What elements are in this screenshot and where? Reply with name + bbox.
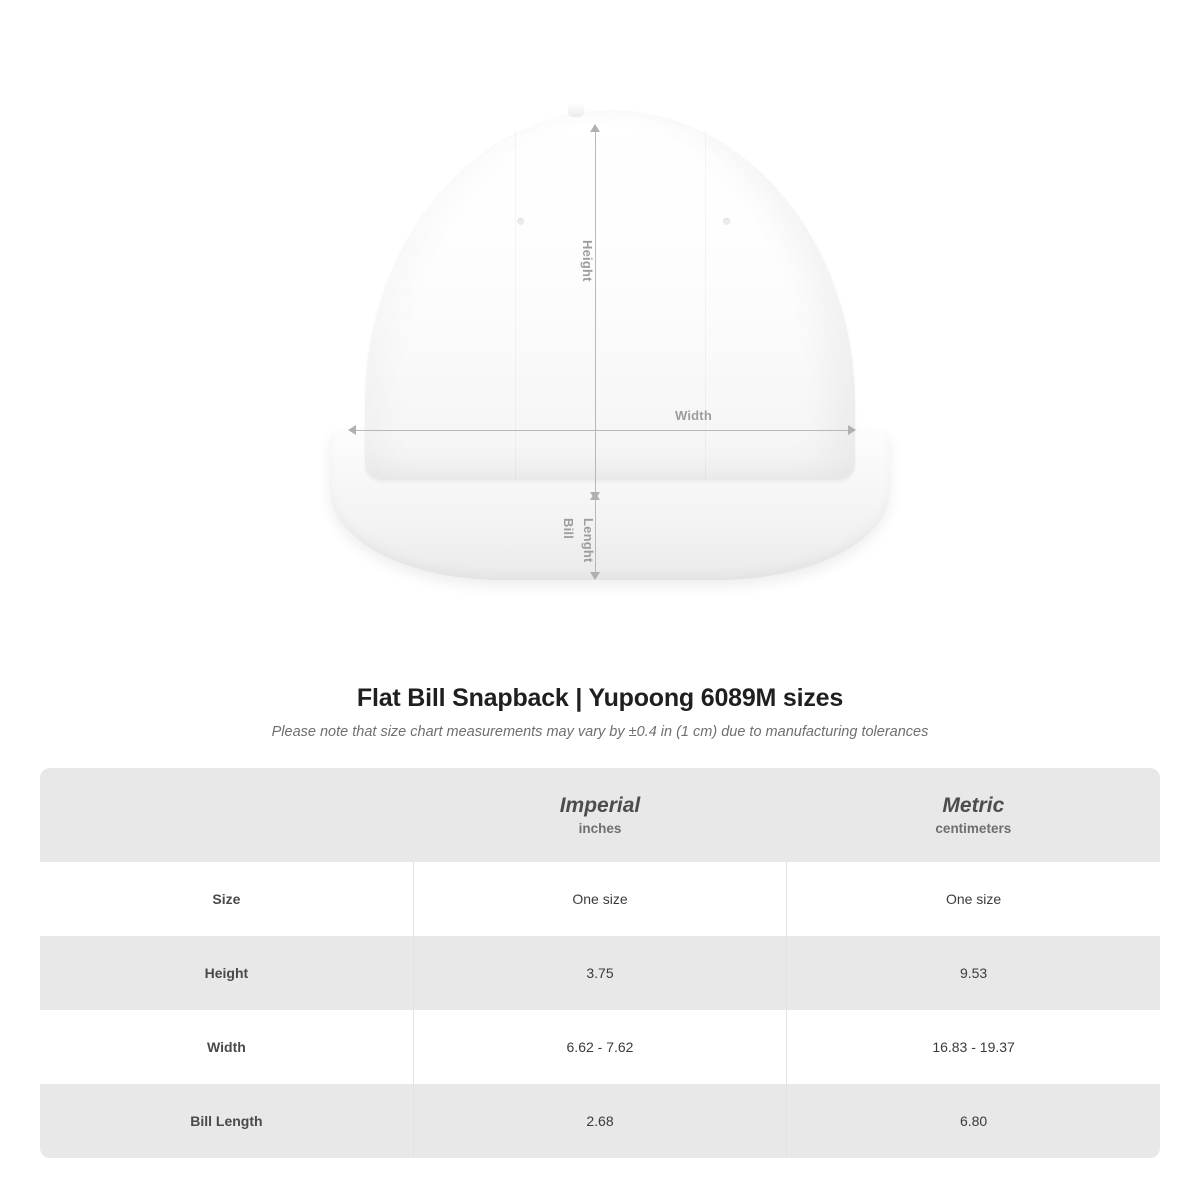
cell-bill-length-metric: 6.80 [787, 1084, 1160, 1158]
table-row [40, 1010, 1160, 1084]
title-block [0, 684, 1200, 740]
width-dimension-line [355, 430, 855, 431]
cell-width-imperial: 6.62 - 7.62 [413, 1010, 786, 1084]
unit-name-metric: Metric [942, 793, 1005, 817]
cell-height-metric: 9.53 [787, 936, 1160, 1010]
row-label-bill-length: Bill Length [40, 1084, 413, 1158]
height-arrow-up-icon [590, 124, 600, 132]
width-arrow-right-icon [848, 425, 856, 435]
table-row [40, 936, 1160, 1010]
cell-bill-length-imperial: 2.68 [413, 1084, 786, 1158]
crown-button-icon [568, 102, 584, 116]
row-label-width: Width [40, 1010, 413, 1084]
unit-header-row [40, 768, 1160, 862]
unit-header-imperial [413, 768, 786, 862]
crown-seam-right [705, 130, 706, 480]
bill-length-label-line1: Bill [561, 518, 576, 540]
size-table [40, 768, 1160, 1158]
height-label: Height [580, 240, 595, 282]
height-dimension-line [595, 130, 596, 500]
measurement-note: Please note that size chart measurements may vary by ±0.4 in (1 cm) due to manufacturing tolerances [271, 724, 929, 740]
row-label-height: Height [40, 936, 413, 1010]
bill-length-label-line2: Lenght [581, 518, 596, 563]
eyelet-left-icon [517, 218, 524, 225]
row-label-size: Size [40, 862, 413, 936]
cell-size-metric: One size [787, 862, 1160, 936]
size-table-wrapper [40, 768, 1160, 1158]
unit-header-metric [787, 768, 1160, 862]
width-arrow-left-icon [348, 425, 356, 435]
cell-size-imperial: One size [413, 862, 786, 936]
cap-crown [365, 110, 855, 480]
unit-sub-metric: centimeters [935, 821, 1012, 837]
page-title: Flat Bill Snapback | Yupoong 6089M sizes [356, 684, 844, 712]
eyelet-right-icon [723, 218, 730, 225]
size-table-body [40, 862, 1160, 1158]
table-row [40, 862, 1160, 936]
bill-arrow-up-icon [590, 492, 600, 500]
cell-height-imperial: 3.75 [413, 936, 786, 1010]
bill-arrow-down-icon [590, 572, 600, 580]
unit-name-imperial: Imperial [559, 793, 641, 817]
crown-seam-left [515, 130, 516, 480]
cap-graphic [330, 100, 890, 600]
cell-width-metric: 16.83 - 19.37 [787, 1010, 1160, 1084]
size-table-head [40, 768, 1160, 862]
unit-header-empty [40, 768, 413, 862]
table-row [40, 1084, 1160, 1158]
width-label: Width [675, 408, 712, 423]
unit-sub-imperial: inches [578, 821, 622, 837]
